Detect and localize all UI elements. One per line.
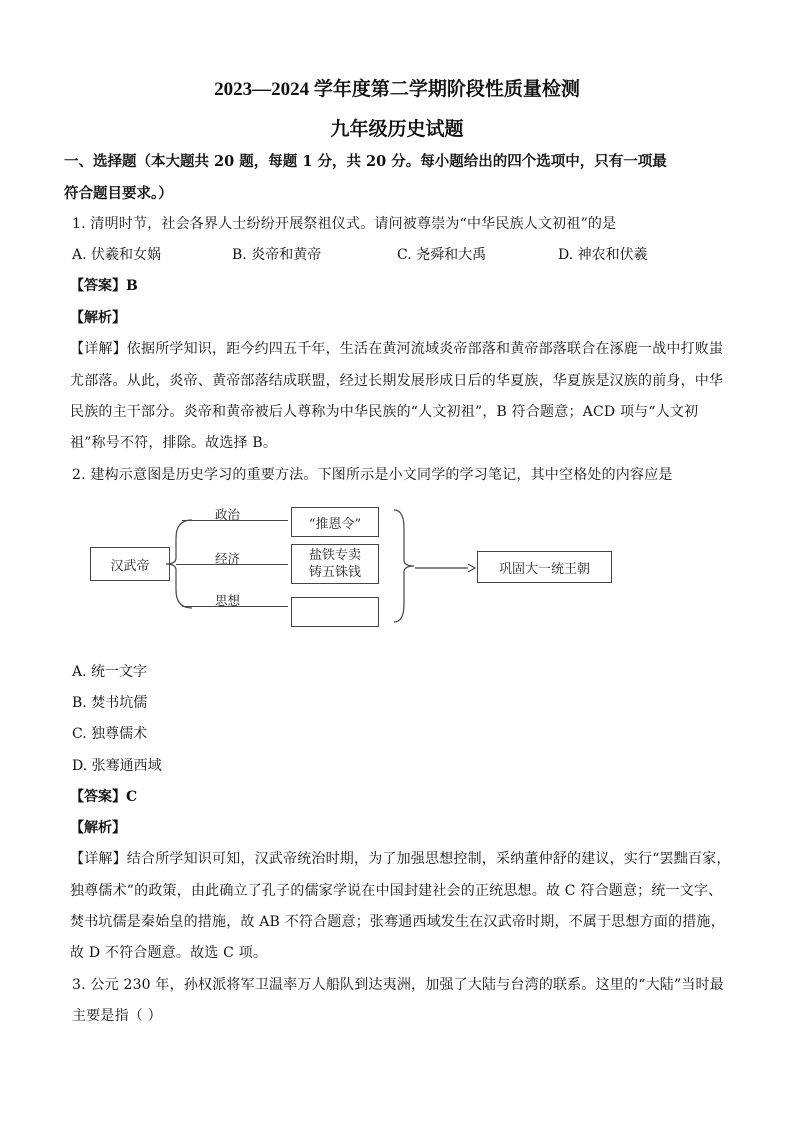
q3-stem-line1: 3. 公元 230 年，孙权派将军卫温率万人船队到达夷洲，加强了大陆与台湾的联系。这里的“大陆”当时最 (72, 977, 724, 993)
exam-subtitle: 九年级历史试题 (330, 119, 464, 140)
q2-answer: 【答案】C (70, 789, 138, 805)
q3-stem-line2: 主要是指（ ） (72, 1008, 162, 1024)
q2-option-c: C. 独尊儒术 (72, 726, 148, 742)
q1-detail-line4: 祖”称号不符，排除。故选择 B。 (70, 435, 278, 451)
diagram-label-politics: 政治 (215, 507, 241, 522)
diagram-politics-box: “推恩令” (291, 507, 379, 537)
q1-analysis-label: 【解析】 (70, 310, 126, 326)
diagram-arrow-icon (414, 562, 476, 574)
q2-analysis-label: 【解析】 (70, 820, 126, 836)
diagram-economy-line2: 铸五铢钱 (308, 565, 361, 580)
diagram-label-thought: 思想 (215, 593, 241, 608)
diagram-emperor-box: 汉武帝 (90, 547, 170, 581)
q1-option-a: A. 伏羲和女娲 (72, 247, 162, 263)
q2-option-d: D. 张骞通西域 (72, 758, 162, 774)
q2-stem: 2. 建构示意图是历史学习的重要方法。下图所示是小文同学的学习笔记，其中空格处的内容应是 (72, 467, 673, 483)
q1-option-d: D. 神农和伏羲 (558, 247, 648, 263)
q2-option-a: A. 统一文字 (72, 664, 148, 680)
diagram-economy-line1: 盐铁专卖 (308, 548, 361, 563)
diagram-thought-blank-box (291, 597, 379, 627)
q2-detail-line4: 故 D 不符合题意。故选 C 项。 (70, 945, 268, 961)
q2-option-b: B. 焚书坑儒 (72, 695, 148, 711)
diagram-result-box: 巩固大一统王朝 (477, 551, 612, 583)
q1-detail-line2: 尤部落。从此，炎帝、黄帝部落结成联盟，经过长期发展形成日后的华夏族，华夏族是汉族的前身，中华 (70, 373, 724, 389)
q1-option-b: B. 炎帝和黄帝 (232, 247, 322, 263)
q2-detail-line1: 【详解】结合所学知识可知，汉武帝统治时期，为了加强思想控制，采纳董仲舒的建议，实行“罢黜百家， (70, 851, 731, 867)
q2-detail-line2: 独尊儒术”的政策，由此确立了孔子的儒家学说在中国封建社会的正统思想。故 C 符合题意；统一文字、 (70, 883, 723, 899)
exam-title: 2023—2024 学年度第二学期阶段性质量检测 (214, 79, 580, 100)
q1-stem: 1. 清明时节，社会各界人士纷纷开展祭祖仪式。请问被尊崇为“中华民族人文初祖”的是 (72, 216, 617, 232)
section-heading-line1: 一、选择题（本大题共 20 题，每题 1 分，共 20 分。每小题给出的四个选项中，只有一项最 (64, 153, 667, 170)
q1-detail-line1: 【详解】依据所学知识，距今约四五千年，生活在黄河流域炎帝部落和黄帝部落联合在涿鹿一战中打败蚩 (70, 341, 724, 357)
q1-option-c: C. 尧舜和大禹 (397, 247, 487, 263)
diagram-label-economy: 经济 (215, 551, 241, 566)
section-heading-line2: 符合题目要求。） (64, 185, 173, 202)
diagram-economy-box (291, 544, 379, 584)
q2-detail-line3: 焚书坑儒是秦始皇的措施，故 AB 不符合题意；张骞通西域发生在汉武帝时期，不属于思想方面的措施， (70, 914, 725, 930)
q1-answer: 【答案】B (70, 278, 138, 294)
q1-detail-line3: 民族的主干部分。炎帝和黄帝被后人尊称为中华民族的“人文初祖”，B 符合题意；ACD 项与“人文初 (70, 404, 699, 420)
